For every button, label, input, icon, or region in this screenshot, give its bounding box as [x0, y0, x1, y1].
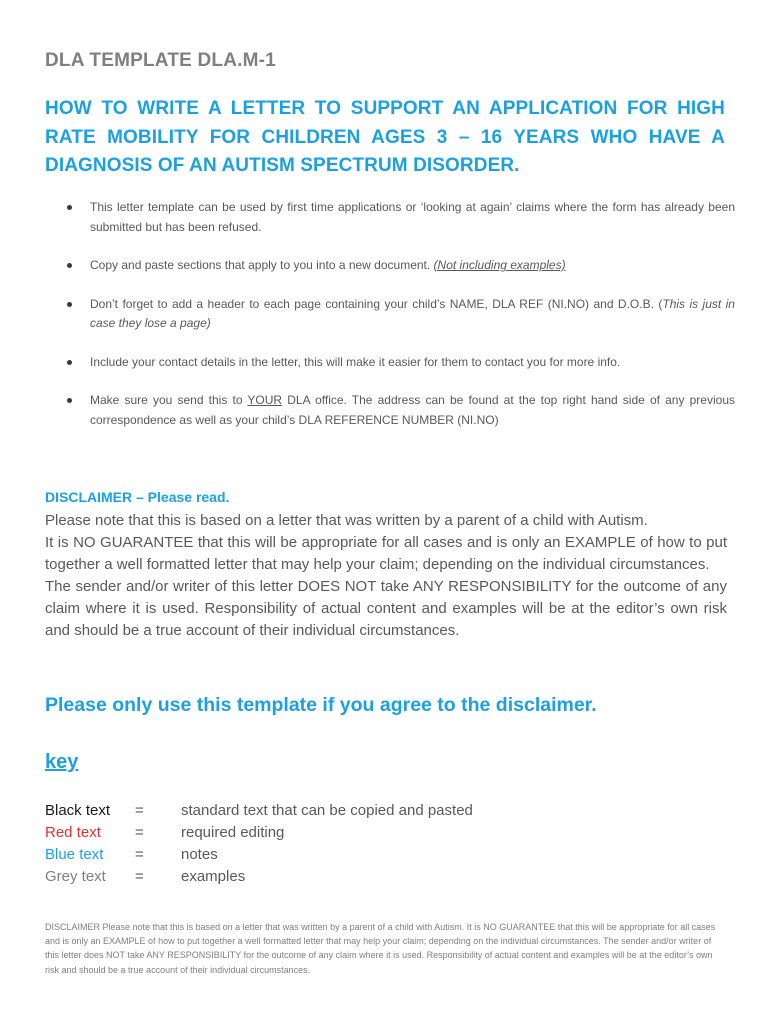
bullet-icon: [67, 302, 72, 307]
list-item: [45, 198, 735, 237]
agree-heading: Please only use this template if you agree to the disclaimer.: [45, 694, 597, 716]
key-equals: =: [135, 802, 144, 819]
key-equals: =: [135, 824, 144, 841]
key-table: [45, 800, 473, 888]
key-row: [45, 866, 473, 888]
list-item-text: Make sure you send this to: [90, 393, 248, 407]
bullet-icon: [67, 398, 72, 403]
bullet-icon: [67, 360, 72, 365]
page-title: HOW TO WRITE A LETTER TO SUPPORT AN APPLICATION FOR HIGH RATE MOBILITY FOR CHILDREN AGES 3 – 16 YEARS WHO HAVE A DIAGNOSIS OF AN AUTISM SPECTRUM DISORDER.: [45, 98, 725, 176]
key-name: Red text: [45, 824, 101, 841]
list-item-text: This letter template can be used by first time applications or ‘looking at again’ claims where the form has already been submitted but has been refused.: [90, 200, 735, 234]
list-item: [45, 256, 735, 276]
key-description: examples: [181, 868, 246, 885]
key-equals: =: [135, 846, 144, 863]
list-item-text: Don’t forget to add a header to each page containing your child’s NAME, DLA REF (NI.NO) and D.O.B. (: [90, 296, 663, 311]
list-item-text: Copy and paste sections that apply to you into a new document.: [90, 258, 434, 272]
disclaimer-paragraph: It is NO GUARANTEE that this will be appropriate for all cases and is only an EXAMPLE of how to put together a well formatted letter that may help your claim; depending on the individual circumstances.: [45, 534, 727, 573]
list-item-note: This is just in case they lose a page): [90, 296, 735, 330]
disclaimer-paragraph: Please note that this is based on a letter that was written by a parent of a child with Autism.: [45, 512, 648, 529]
key-row: [45, 844, 473, 866]
list-item-text: DLA office. The address can be found at the top right hand side of any previous correspondence as well as your child’s DLA REFERENCE NUMBER (NI.NO): [90, 393, 735, 427]
key-description: standard text that can be copied and pasted: [181, 802, 473, 819]
key-row: [45, 822, 473, 844]
list-item-text: Include your contact details in the letter, this will make it easier for them to contact you for more info.: [90, 354, 621, 369]
disclaimer-body: [45, 510, 727, 642]
bullet-icon: [67, 263, 72, 268]
footer-disclaimer: DISCLAIMER Please note that this is based on a letter that was written by a parent of a child with Autism. It is NO GUARANTEE that this will be appropriate for all cases and is only an EXAMPLE of how to put together a well formatted letter that may help your claim; depending on the individual circumstances. The sender and/or writer of this letter does NOT take ANY RESPONSIBILITY for the outcome of any claim where it is used. Responsibility of actual content and examples will be at the editor’s own risk and should be a true account of their individual circumstances.: [45, 922, 716, 975]
list-item-note: (Not including examples): [433, 258, 566, 272]
list-item: [45, 353, 735, 373]
disclaimer-paragraph: The sender and/or writer of this letter DOES NOT take ANY RESPONSIBILITY for the outcome of any claim where it is used. Responsibility of actual content and examples will be at the editor’s own risk and should be a true account of their individual circumstances.: [45, 578, 727, 639]
key-heading: key: [45, 751, 79, 773]
list-item-emphasis: YOUR: [247, 393, 283, 407]
disclaimer-heading: DISCLAIMER – Please read.: [45, 489, 230, 505]
key-name: Grey text: [45, 868, 106, 885]
key-name: Black text: [45, 802, 111, 819]
document-label: DLA TEMPLATE DLA.M-1: [45, 50, 276, 71]
key-description: notes: [181, 846, 218, 863]
key-equals: =: [135, 868, 144, 885]
list-item: [45, 295, 735, 334]
key-row: [45, 800, 473, 822]
list-item: [45, 391, 735, 430]
key-name: Blue text: [45, 846, 104, 863]
bullet-icon: [67, 205, 72, 210]
instructions-list: [45, 198, 735, 449]
key-description: required editing: [181, 824, 285, 841]
